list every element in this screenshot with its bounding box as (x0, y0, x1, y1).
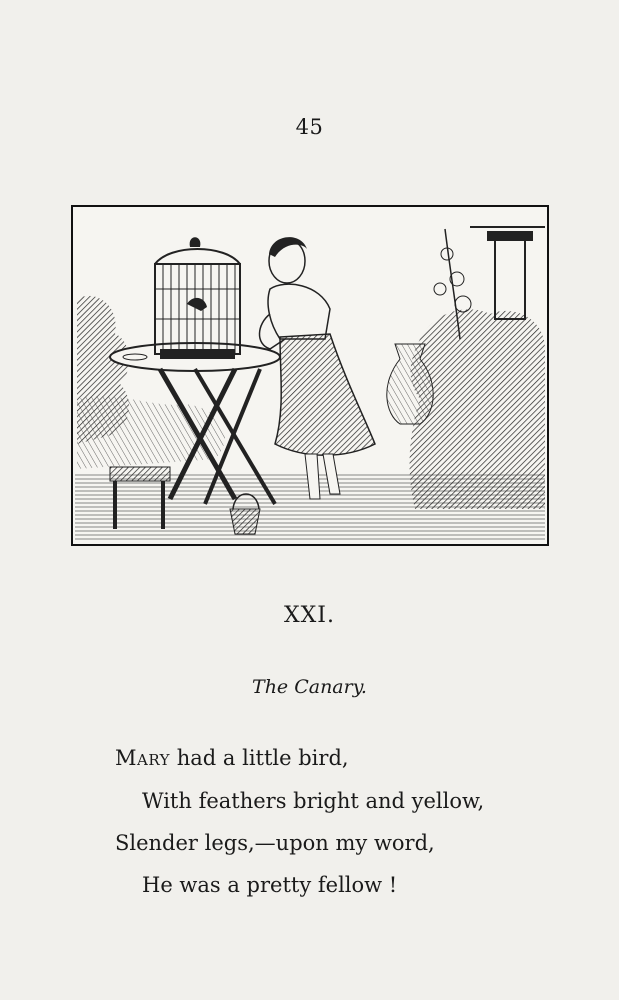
poem-line-1-rest: had a little bird, (170, 746, 349, 770)
page-number: 45 (295, 115, 324, 139)
engraving-image (75, 209, 545, 542)
poem-line-1 (115, 746, 349, 770)
chapter-numeral: XXI. (283, 603, 335, 628)
poem-line-3: Slender legs,—upon my word, (115, 831, 435, 855)
poem-line-2: With feathers bright and yellow, (142, 789, 485, 813)
poem-title: The Canary. (252, 676, 367, 698)
canary-illustration (71, 205, 549, 546)
poem-line-1-first-word: Mary (115, 746, 171, 770)
poem-line-4: He was a pretty fellow ! (142, 873, 398, 897)
